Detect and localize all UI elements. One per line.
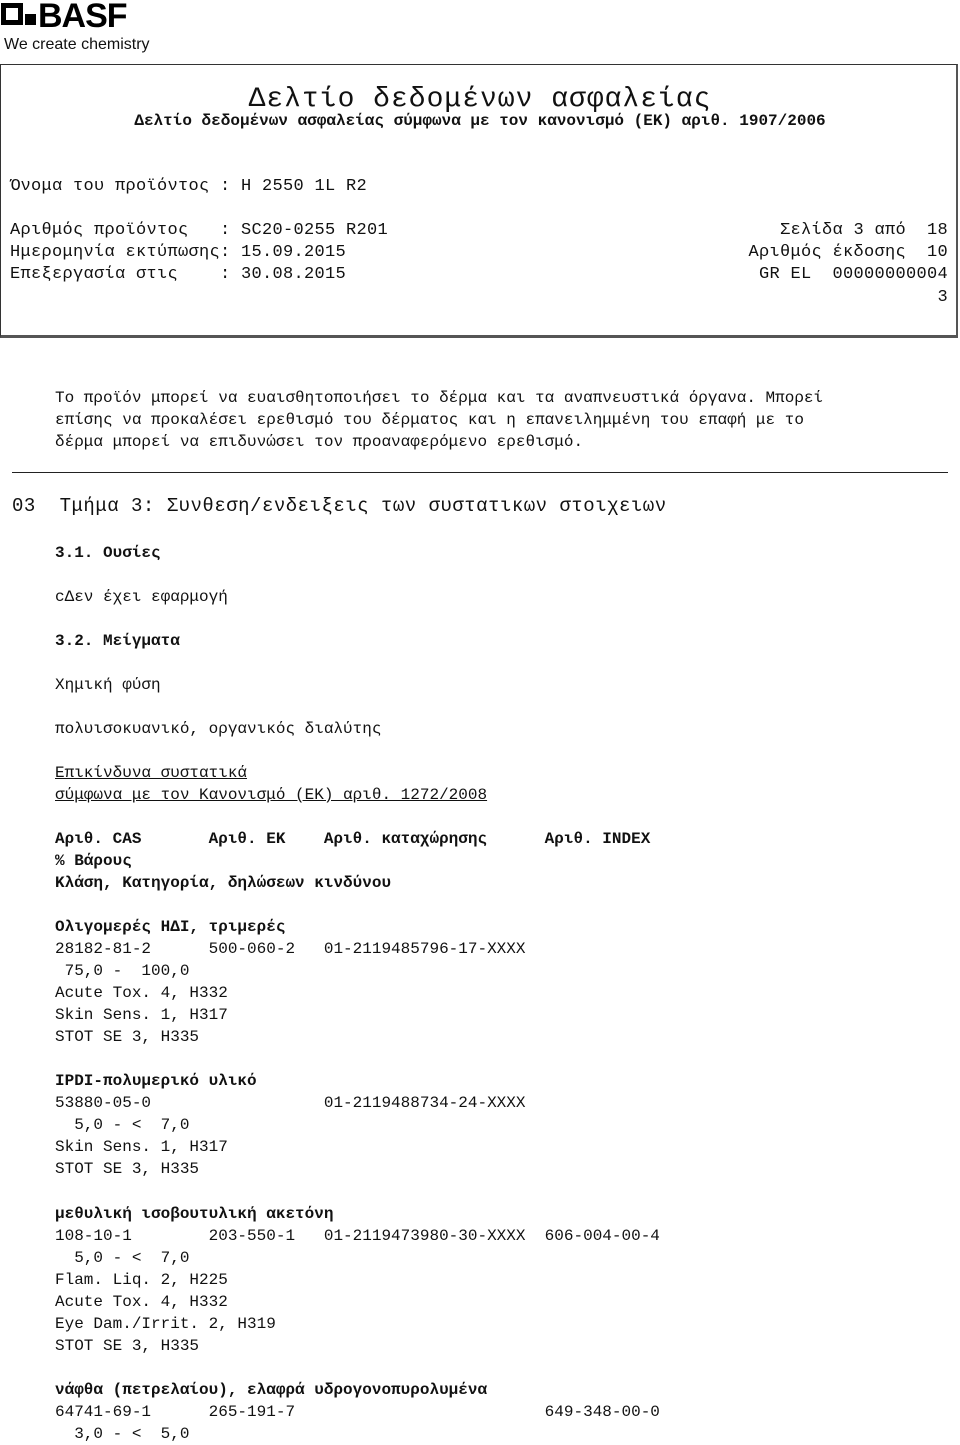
- chemical-nature-label: Χημική φύση: [55, 676, 161, 694]
- component-line: 3,0 - < 5,0: [55, 1425, 190, 1443]
- substances-text: cΔεν έχει εφαρμογή: [55, 588, 228, 606]
- component-line: Skin Sens. 1, H317: [55, 1138, 228, 1156]
- component-line: STOT SE 3, H335: [55, 1337, 200, 1355]
- product-number: Αριθμός προϊόντος : SC20-0255 R201: [10, 221, 389, 240]
- component-name: μεθυλική ισοβουτυλική ακετόνη: [55, 1205, 334, 1223]
- revision-date: Επεξεργασία στις : 30.08.2015: [10, 265, 347, 284]
- component-line: Skin Sens. 1, H317: [55, 1006, 228, 1024]
- intro-line: δέρμα μπορεί να επιδυνώσει τον προαναφερόμενο ερεθισμό.: [55, 433, 584, 451]
- component-line: Flam. Liq. 2, H225: [55, 1271, 228, 1289]
- subsection-title: 3.2. Μείγματα: [55, 632, 180, 650]
- document-subtitle: Δελτίο δεδομένων ασφαλείας σύμφωνα με τον κανονισμό (ΕΚ) αριθ. 1907/2006: [134, 112, 826, 130]
- component-line: 64741-69-1 265-191-7 649-348-00-0: [55, 1403, 660, 1421]
- component-line: Eye Dam./Irrit. 2, H319: [55, 1315, 276, 1333]
- chemical-nature-value: πολυισοκυανικό, οργανικός διαλύτης: [55, 720, 382, 738]
- component-line: 5,0 - < 7,0: [55, 1249, 190, 1267]
- version-number: Αριθμός έκδοσης 10: [748, 243, 948, 262]
- column-headers: % Βάρους: [55, 852, 132, 870]
- component-line: Acute Tox. 4, H332: [55, 1293, 228, 1311]
- print-date: Ημερομηνία εκτύπωσης: 15.09.2015: [10, 243, 347, 262]
- page-number: Σελίδα 3 από 18: [779, 221, 948, 240]
- component-line: 28182-81-2 500-060-2 01-2119485796-17-XXXX: [55, 940, 526, 958]
- section-divider: [12, 472, 948, 473]
- intro-line: επίσης να προκαλέσει ερεθισμό του δέρματος και η επανειλημμένη του επαφή με το: [55, 411, 804, 429]
- section-heading: 03 Τμήμα 3: Συνθεση/ενδειξεις των συστατικων στοιχειων: [12, 495, 667, 517]
- logo-square-icon: [1, 3, 23, 25]
- logo-small-square-icon: [25, 14, 36, 25]
- column-headers: Κλάση, Κατηγορία, δηλώσεων κινδύνου: [55, 874, 392, 892]
- hazardous-components-regulation: σύμφωνα με τον Κανονισμό (ΕΚ) αριθ. 1272/2008: [55, 786, 488, 804]
- component-line: STOT SE 3, H335: [55, 1028, 200, 1046]
- intro-line: Το προϊόν μπορεί να ευαισθητοποιήσει το δέρμα και τα αναπνευστικά όργανα. Μπορεί: [55, 389, 824, 407]
- component-name: IPDI-πολυμερικό υλικό: [55, 1072, 257, 1090]
- logo-wordmark: BASF: [38, 0, 127, 35]
- component-line: 5,0 - < 7,0: [55, 1116, 190, 1134]
- component-line: 75,0 - 100,0: [55, 962, 190, 980]
- column-headers: Αριθ. CAS Αριθ. EK Αριθ. καταχώρησης Αριθ. INDEX: [55, 830, 651, 848]
- component-line: Acute Tox. 4, H332: [55, 984, 228, 1002]
- hazardous-components-title: Επικίνδυνα συστατικά: [55, 764, 248, 782]
- document-id-continued: 3: [937, 288, 948, 307]
- basf-logo: [0, 0, 170, 58]
- component-name: Ολιγομερές ΗΔΙ, τριμερές: [55, 918, 286, 936]
- subsection-title: 3.1. Ουσίες: [55, 544, 161, 562]
- document-title: Δελτίο δεδομένων ασφαλείας: [248, 84, 712, 115]
- component-line: STOT SE 3, H335: [55, 1160, 200, 1178]
- component-line: 53880-05-0 01-2119488734-24-XXXX: [55, 1094, 526, 1112]
- product-name: Όνομα του προϊόντος : H 2550 1L R2: [10, 177, 368, 196]
- document-id: GR EL 00000000004: [758, 265, 948, 284]
- component-name: νάφθα (πετρελαίου), ελαφρά υδρογονοπυρολυμένα: [55, 1381, 488, 1399]
- component-line: 108-10-1 203-550-1 01-2119473980-30-XXXX 606-004-00-4: [55, 1227, 660, 1245]
- logo-tagline: We create chemistry: [4, 36, 150, 53]
